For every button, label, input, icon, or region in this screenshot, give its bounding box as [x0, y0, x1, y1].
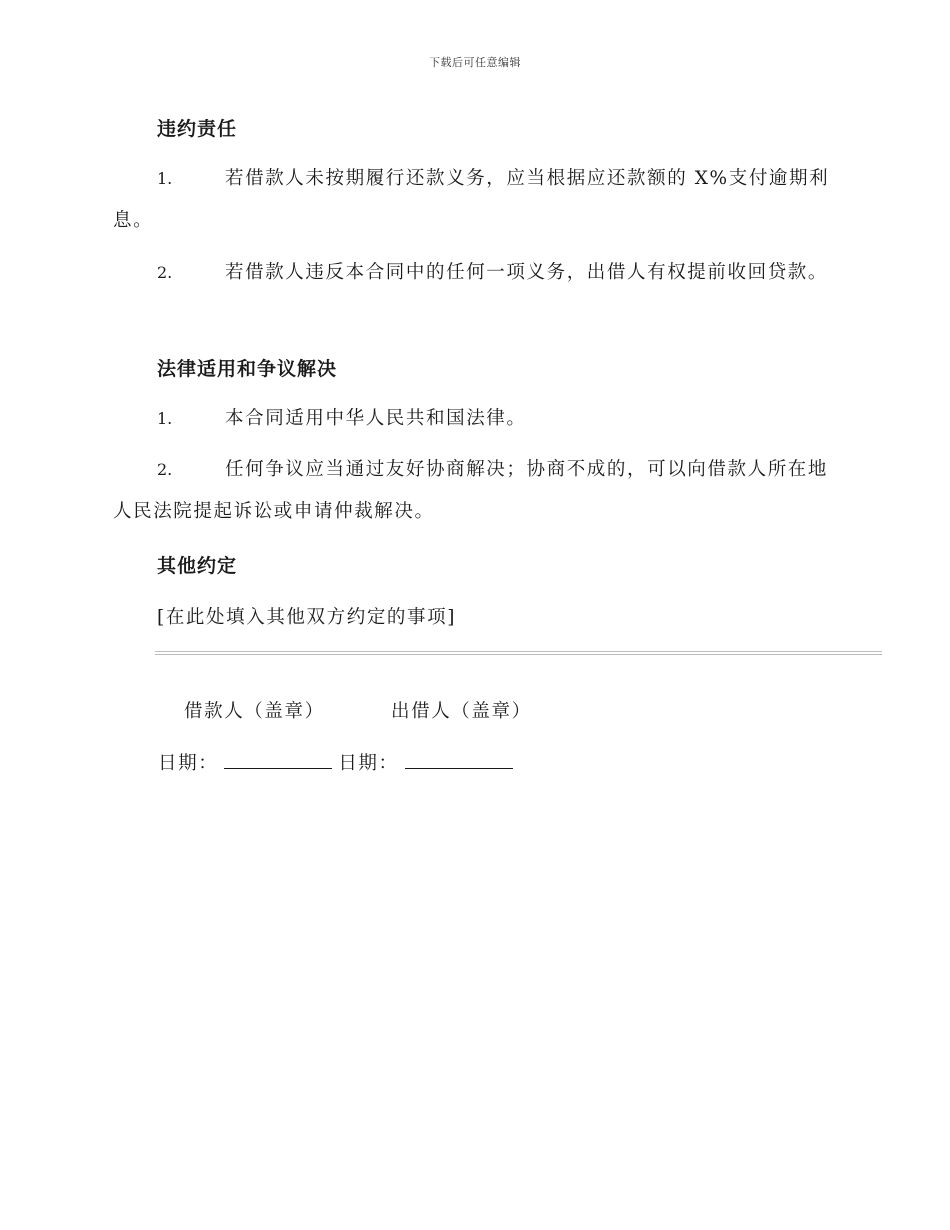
lender-signature-label: 出借人（盖章） — [391, 701, 532, 722]
borrower-date-label: 日期： — [158, 753, 219, 774]
divider — [155, 651, 882, 655]
section-heading-other: 其他约定 — [157, 555, 238, 577]
borrower-signature-label: 借款人（盖章） — [184, 701, 325, 722]
other-terms-placeholder: [在此处填入其他双方约定的事项] — [157, 607, 457, 628]
clause-text: 若借款人未按期履行还款义务，应当根据应还款额的 X%支付逾期利息。 — [113, 168, 830, 231]
borrower-date-blank[interactable] — [224, 748, 332, 769]
date-row — [158, 748, 519, 775]
lender-date-label: 日期： — [338, 753, 399, 774]
clause-number: 1. — [157, 169, 173, 188]
section-heading-breach: 违约责任 — [157, 118, 238, 140]
clause-text: 任何争议应当通过友好协商解决；协商不成的，可以向借款人所在地人民法院提起诉讼或申请仲裁解决。 — [113, 459, 829, 522]
clause-number: 1. — [157, 409, 173, 428]
clause-breach-1 — [113, 158, 833, 242]
section-heading-law: 法律适用和争议解决 — [157, 358, 338, 380]
clause-breach-2 — [113, 252, 833, 294]
clause-text: 若借款人违反本合同中的任何一项义务，出借人有权提前收回贷款。 — [225, 262, 829, 283]
clause-number: 2. — [157, 263, 173, 282]
lender-date-blank[interactable] — [405, 748, 513, 769]
page-header: 下载后可任意编辑 — [429, 56, 521, 69]
clause-law-1 — [113, 398, 833, 440]
clause-number: 2. — [157, 460, 173, 479]
clause-law-2 — [113, 449, 833, 533]
clause-text: 本合同适用中华人民共和国法律。 — [225, 408, 527, 429]
